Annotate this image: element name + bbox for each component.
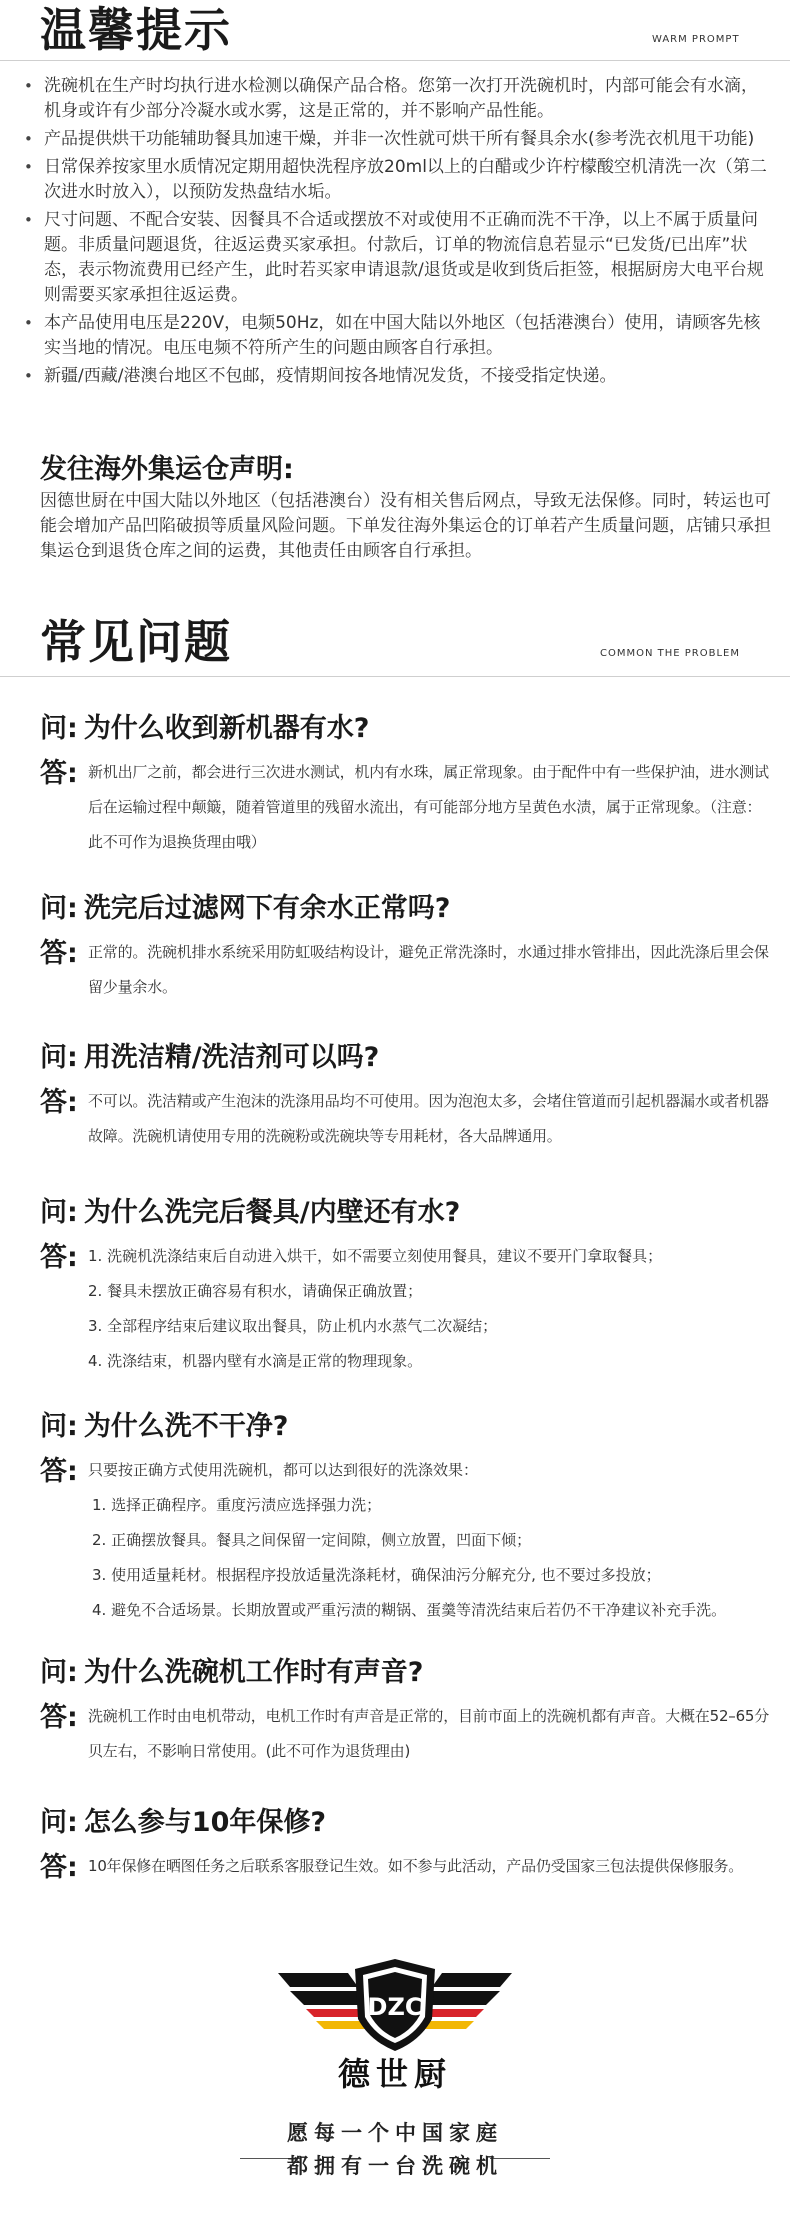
warm-prompt-divider — [0, 60, 790, 61]
faq-answer-line: 1. 选择正确程序。重度污渍应选择强力洗； — [92, 1496, 382, 1514]
slogan-line-2: 都拥有一台洗碗机 — [287, 2154, 503, 2178]
answer-mark: 答: — [40, 1456, 78, 1487]
faq-item — [40, 886, 770, 1005]
faq-answer: 不可以。洗洁精或产生泡沫的洗涤用品均不可使用。因为泡泡太多，会堵住管道而引起机器漏水或者机器故障。洗碗机请使用专用的洗碗粉或洗碗块等专用耗材，各大品牌通用。 — [88, 1092, 769, 1145]
faq-title: 常见问题 — [40, 615, 232, 669]
warm-prompt-item: • 尺寸问题、不配合安装、因餐具不合适或摆放不对或使用不正确而洗不干净，以上不属于质量问题。非质量问题退货，往返运费买家承担。付款后，订单的物流信息若显示“已发货/已出库”状态，表示物流费用已经产生，此时若买家申请退款/退货或是收到货后拒签，根据厨房大电平台规则需要买家承担往返运费。 — [24, 208, 769, 308]
question-mark: 问: — [40, 1807, 78, 1838]
answer-mark: 答: — [40, 758, 78, 789]
warm-prompt-item: • 产品提供烘干功能辅助餐具加速干燥，并非一次性就可烘干所有餐具余水(参考洗衣机甩干功能) — [24, 127, 769, 152]
overseas-title: 发往海外集运仓声明: — [40, 454, 294, 485]
answer-mark: 答: — [40, 1852, 78, 1883]
faq-answer-line: 1. 洗碗机洗涤结束后自动进入烘干，如不需要立刻使用餐具，建议不要开门拿取餐具； — [88, 1247, 663, 1265]
warm-prompt-item: • 本产品使用电压是220V，电频50Hz，如在中国大陆以外地区（包括港澳台）使用，请顾客先核实当地的情况。电压电频不符所产生的问题由顾客自行承担。 — [24, 311, 769, 361]
faq-answer-line: 2. 餐具未摆放正确容易有积水，请确保正确放置； — [88, 1282, 423, 1300]
faq-question: 用洗洁精/洗洁剂可以吗? — [83, 1042, 380, 1073]
right-wing — [424, 1973, 512, 2029]
faq-answer-line: 4. 避免不合适场景。长期放置或严重污渍的糊锅、蛋羹等清洗结束后若仍不干净建议补充手洗。 — [92, 1601, 727, 1619]
faq-answer: 新机出厂之前，都会进行三次进水测试，机内有水珠，属正常现象。由于配件中有一些保护油，进水测试后在运输过程中颠簸，随着管道里的残留水流出，有可能部分地方呈黄色水渍，属于正常现象。（注意：此不可作为退换货理由哦） — [88, 763, 769, 851]
question-mark: 问: — [40, 1197, 78, 1228]
answer-mark: 答: — [40, 938, 78, 969]
left-wing — [278, 1973, 366, 2029]
logo-letters: DZC — [367, 1993, 423, 2021]
brand-logo — [270, 1945, 520, 2095]
faq-question: 洗完后过滤网下有余水正常吗? — [83, 893, 451, 924]
warm-prompt-item: • 新疆/西藏/港澳台地区不包邮，疫情期间按各地情况发货，不接受指定快递。 — [24, 364, 769, 389]
faq-item — [40, 1404, 770, 1628]
question-mark: 问: — [40, 893, 78, 924]
faq-item — [40, 1035, 770, 1154]
faq-answer-line: 4. 洗涤结束，机器内壁有水滴是正常的物理现象。 — [88, 1352, 423, 1370]
question-mark: 问: — [40, 1657, 78, 1688]
warm-prompt-subtitle: WARM PROMPT — [652, 34, 740, 45]
faq-item — [40, 706, 770, 860]
faq-question: 为什么洗完后餐具/内壁还有水? — [83, 1197, 461, 1228]
faq-answer: 正常的。洗碗机排水系统采用防虹吸结构设计，避免正常洗涤时，水通过排水管排出，因此洗涤后里会保留少量余水。 — [88, 943, 769, 996]
faq-answer: 10年保修在晒图任务之后联系客服登记生效。如不参与此活动，产品仍受国家三包法提供保修服务。 — [88, 1857, 744, 1875]
question-mark: 问: — [40, 1411, 78, 1442]
brand-name: 德世厨 — [337, 2055, 453, 2093]
faq-question: 为什么洗碗机工作时有声音? — [83, 1657, 424, 1688]
answer-mark: 答: — [40, 1702, 78, 1733]
warm-prompt-title: 温馨提示 — [40, 3, 232, 57]
faq-question: 怎么参与10年保修? — [83, 1807, 327, 1838]
faq-answer-line: 3. 使用适量耗材。根据程序投放适量洗涤耗材，确保油污分解充分, 也不要过多投放； — [92, 1566, 661, 1584]
faq-divider — [0, 676, 790, 677]
faq-subtitle: COMMON THE PROBLEM — [600, 648, 740, 659]
slogan-line-1: 愿每一个中国家庭 — [287, 2121, 503, 2145]
question-mark: 问: — [40, 1042, 78, 1073]
faq-answer-intro: 只要按正确方式使用洗碗机，都可以达到很好的洗涤效果： — [88, 1461, 479, 1479]
overseas-text: 因德世厨在中国大陆以外地区（包括港澳台）没有相关售后网点，导致无法保修。同时，转运也可能会增加产品凹陷破损等质量风险问题。下单发往海外集运仓的订单若产生质量问题，店铺只承担集运仓到退货仓库之间的运费，其他责任由顾客自行承担。 — [40, 491, 771, 561]
question-mark: 问: — [40, 713, 78, 744]
warm-prompt-item: • 洗碗机在生产时均执行进水检测以确保产品合格。您第一次打开洗碗机时，内部可能会有水滴，机身或许有少部分冷凝水或水雾，这是正常的，并不影响产品性能。 — [24, 74, 769, 124]
faq-answer: 洗碗机工作时由电机带动，电机工作时有声音是正常的，目前市面上的洗碗机都有声音。大概在52–65分贝左右，不影响日常使用。(此不可作为退货理由) — [88, 1707, 770, 1760]
warm-prompt-list — [24, 74, 769, 392]
answer-mark: 答: — [40, 1242, 78, 1273]
faq-question: 为什么洗不干净? — [83, 1411, 289, 1442]
faq-answer-line: 3. 全部程序结束后建议取出餐具，防止机内水蒸气二次凝结； — [88, 1317, 498, 1335]
faq-question: 为什么收到新机器有水? — [83, 713, 370, 744]
faq-item — [40, 1800, 770, 1884]
answer-mark: 答: — [40, 1087, 78, 1118]
faq-item — [40, 1190, 770, 1379]
warm-prompt-item: • 日常保养按家里水质情况定期用超快洗程序放20ml以上的白醋或少许柠檬酸空机清洗一次（第二次进水时放入），以预防发热盘结水垢。 — [24, 155, 769, 205]
faq-item — [40, 1650, 770, 1769]
faq-answer-line: 2. 正确摆放餐具。餐具之间保留一定间隙，侧立放置，凹面下倾； — [92, 1531, 532, 1549]
